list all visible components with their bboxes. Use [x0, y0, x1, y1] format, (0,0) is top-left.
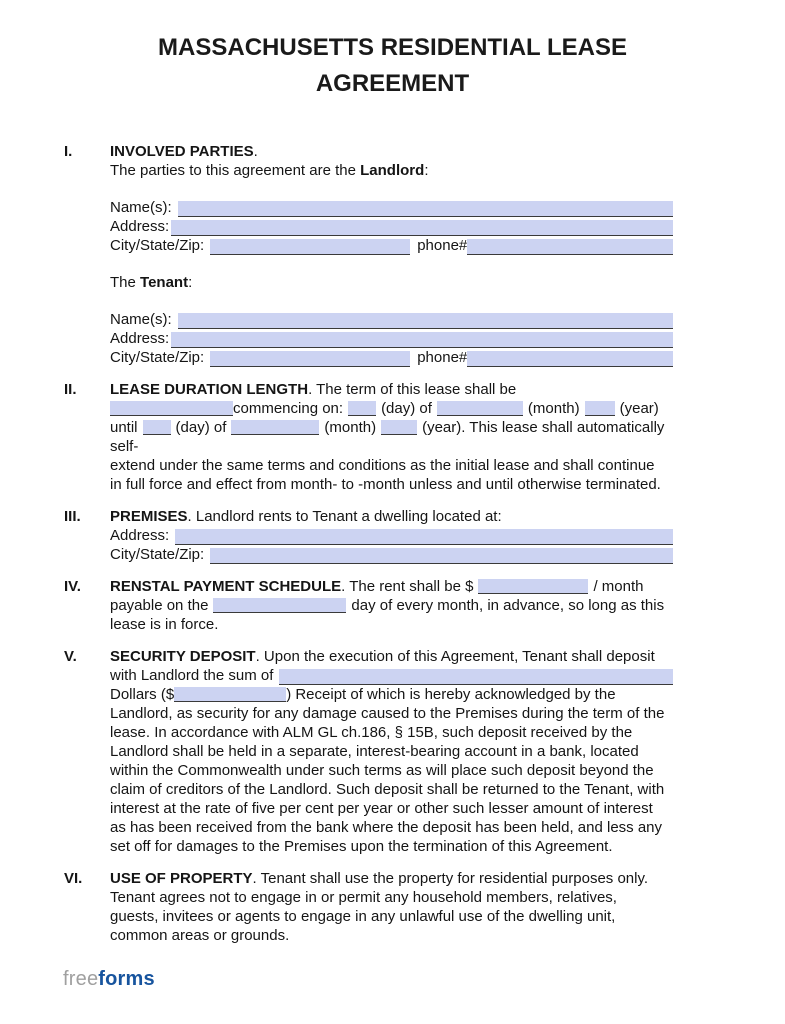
section-2-heading: LEASE DURATION LENGTH — [110, 381, 309, 398]
landlord-citystatezip-label: City/State/Zip: — [110, 237, 205, 254]
section-6-line2: Tenant agrees not to engage in or permit any household members, relatives, — [110, 889, 617, 906]
section-5-number: V. — [64, 648, 77, 665]
section-5-heading-line — [110, 647, 673, 666]
tenant-intro-bold: Tenant — [140, 274, 189, 291]
section-4-body — [110, 577, 673, 634]
monthly-rent-field[interactable] — [478, 579, 588, 594]
tenant-name-row — [110, 310, 673, 329]
section-2-line2 — [110, 399, 673, 418]
section-3-number: III. — [64, 508, 81, 525]
tenant-phone-field[interactable] — [467, 351, 673, 367]
section-3-heading-line — [110, 507, 673, 526]
tenant-phone-label: phone# — [417, 349, 468, 366]
document-title-line1: MASSACHUSETTS RESIDENTIAL LEASE — [158, 34, 627, 61]
section-security-deposit — [64, 647, 673, 856]
premises-address-label: Address: — [110, 527, 170, 544]
tenant-intro-line — [110, 273, 673, 292]
commencing-on-text: commencing on: — [233, 400, 344, 417]
section-5-heading: SECURITY DEPOSIT — [110, 648, 256, 665]
section-5-line9: interest at the rate of five per cent per year or other such lesser amount of interest — [110, 800, 653, 817]
logo-forms-text: forms — [98, 968, 155, 990]
section-5-line3 — [110, 685, 673, 704]
end-month-text: (month) — [324, 419, 377, 436]
section-5-line8: claim of creditors of the Landlord. Such deposit shall be returned to the Tenant, with — [110, 781, 665, 798]
section-6-heading-line — [110, 869, 673, 888]
section-2-line1-rest: . The term of this lease shall be — [308, 381, 517, 398]
deposit-amount-numeric-field[interactable] — [174, 687, 286, 702]
landlord-intro-line — [110, 161, 673, 180]
section-1-number: I. — [64, 143, 73, 160]
tenant-citystatezip-row — [110, 348, 673, 367]
section-5-line10: as has been received from the bank where the deposit has been held, and less any — [110, 819, 663, 836]
start-month-text: (month) — [527, 400, 580, 417]
document-title-line2: AGREEMENT — [315, 70, 470, 97]
start-year-field[interactable] — [585, 401, 615, 416]
sum-of-text: with Landlord the sum of — [110, 667, 274, 684]
section-1-heading-line — [110, 142, 673, 161]
end-month-field[interactable] — [231, 420, 319, 435]
start-day-field[interactable] — [348, 401, 376, 416]
section-6-body — [110, 869, 673, 945]
section-5-line4: Landlord, as security for any damage caused to the Premises during the term of the — [110, 705, 665, 722]
landlord-intro-post: : — [424, 162, 429, 179]
premises-address-field[interactable] — [175, 529, 673, 545]
section-involved-parties — [64, 142, 673, 367]
section-4-line3: lease is in force. — [110, 616, 219, 633]
dollars-text: Dollars ($ — [110, 686, 175, 703]
landlord-intro-bold: Landlord — [360, 162, 425, 179]
landlord-phone-label: phone# — [417, 237, 468, 254]
section-1-heading: INVOLVED PARTIES — [110, 143, 254, 160]
section-2-heading-line — [110, 380, 673, 399]
section-4-line2 — [110, 596, 673, 615]
until-text: until — [110, 419, 138, 436]
premises-citystatezip-row — [110, 545, 673, 564]
tenant-name-label: Name(s): — [110, 311, 172, 328]
tenant-citystatezip-label: City/State/Zip: — [110, 349, 205, 366]
landlord-phone-field[interactable] — [467, 239, 673, 255]
day-of-month-text: day of every month, in advance, so long as this — [351, 597, 665, 614]
landlord-citystatezip-field[interactable] — [210, 239, 410, 255]
section-3-line1-rest: . Landlord rents to Tenant a dwelling located at: — [187, 508, 502, 525]
tenant-intro-pre: The — [110, 274, 141, 291]
freeforms-logo — [63, 969, 155, 989]
section-4-heading-line — [110, 577, 673, 596]
logo-free-text: free — [63, 968, 99, 990]
section-2-body — [110, 380, 673, 494]
start-month-field[interactable] — [437, 401, 523, 416]
landlord-name-field[interactable] — [178, 201, 673, 217]
section-5-line6: Landlord shall be held in a separate, interest-bearing account in a bank, located — [110, 743, 639, 760]
section-5-line2 — [110, 666, 673, 685]
section-6-line3: guests, invitees or agents to engage in any unlawful use of the dwelling unit, — [110, 908, 616, 925]
tenant-fields-block — [110, 310, 673, 367]
receipt-text: ) Receipt of which is hereby acknowledged by the — [286, 686, 616, 703]
end-day-field[interactable] — [143, 420, 171, 435]
tenant-citystatezip-field[interactable] — [210, 351, 410, 367]
premises-address-row — [110, 526, 673, 545]
section-2-line4: extend under the same terms and conditions as the initial lease and shall continue — [110, 457, 655, 474]
section-6-heading: USE OF PROPERTY — [110, 870, 253, 887]
section-use-of-property — [64, 869, 673, 945]
landlord-fields-block — [110, 198, 673, 255]
section-2-line3 — [110, 418, 673, 456]
section-premises — [64, 507, 673, 564]
end-year-text: (year). This lease shall automatically self- — [110, 419, 665, 455]
end-day-text: (day) of — [175, 419, 227, 436]
landlord-address-label: Address: — [110, 218, 170, 235]
landlord-name-label: Name(s): — [110, 199, 172, 216]
end-year-field[interactable] — [381, 420, 417, 435]
landlord-address-row — [110, 217, 673, 236]
section-5-line1-rest: . Upon the execution of this Agreement, Tenant shall deposit — [255, 648, 655, 665]
section-1-heading-period: . — [253, 143, 258, 160]
landlord-citystatezip-row — [110, 236, 673, 255]
section-4-heading: RENSTAL PAYMENT SCHEDULE — [110, 578, 342, 595]
landlord-name-row — [110, 198, 673, 217]
section-1-body — [110, 142, 673, 367]
start-day-text: (day) of — [381, 400, 432, 417]
section-6-number: VI. — [64, 870, 83, 887]
rent-due-day-field[interactable] — [213, 598, 346, 613]
document-title — [0, 0, 785, 102]
section-6-line4: common areas or grounds. — [110, 927, 290, 944]
section-5-line11: set off for damages to the Premises upon the termination of this Agreement. — [110, 838, 613, 855]
tenant-name-field[interactable] — [178, 313, 673, 329]
section-3-body — [110, 507, 673, 564]
tenant-intro-post: : — [188, 274, 193, 291]
section-lease-duration — [64, 380, 673, 494]
deposit-amount-words-field[interactable] — [279, 669, 673, 685]
section-6-line1-rest: . Tenant shall use the property for residential purposes only. — [252, 870, 649, 887]
tenant-address-field[interactable] — [171, 332, 673, 348]
premises-citystatezip-label: City/State/Zip: — [110, 546, 205, 563]
per-month-text: / month — [593, 578, 644, 595]
section-rental-payment — [64, 577, 673, 634]
section-4-number: IV. — [64, 578, 81, 595]
section-5-line5: lease. In accordance with ALM GL ch.186, § 15B, such deposit received by the — [110, 724, 633, 741]
premises-citystatezip-field[interactable] — [210, 548, 673, 564]
landlord-address-field[interactable] — [171, 220, 673, 236]
section-5-body — [110, 647, 673, 856]
tenant-address-row — [110, 329, 673, 348]
section-4-line1-rest: . The rent shall be $ — [341, 578, 474, 595]
section-3-heading: PREMISES — [110, 508, 188, 525]
document-body — [0, 142, 785, 945]
payable-on-text: payable on the — [110, 597, 209, 614]
section-5-line7: within the Commonwealth under such terms as will place such deposit beyond the — [110, 762, 654, 779]
start-year-text: (year) — [619, 400, 659, 417]
section-2-number: II. — [64, 381, 77, 398]
section-2-line5: in full force and effect from month- to -month unless and until otherwise terminated. — [110, 476, 661, 493]
landlord-intro-pre: The parties to this agreement are the — [110, 162, 361, 179]
lease-term-length-field[interactable] — [110, 401, 233, 416]
tenant-address-label: Address: — [110, 330, 170, 347]
